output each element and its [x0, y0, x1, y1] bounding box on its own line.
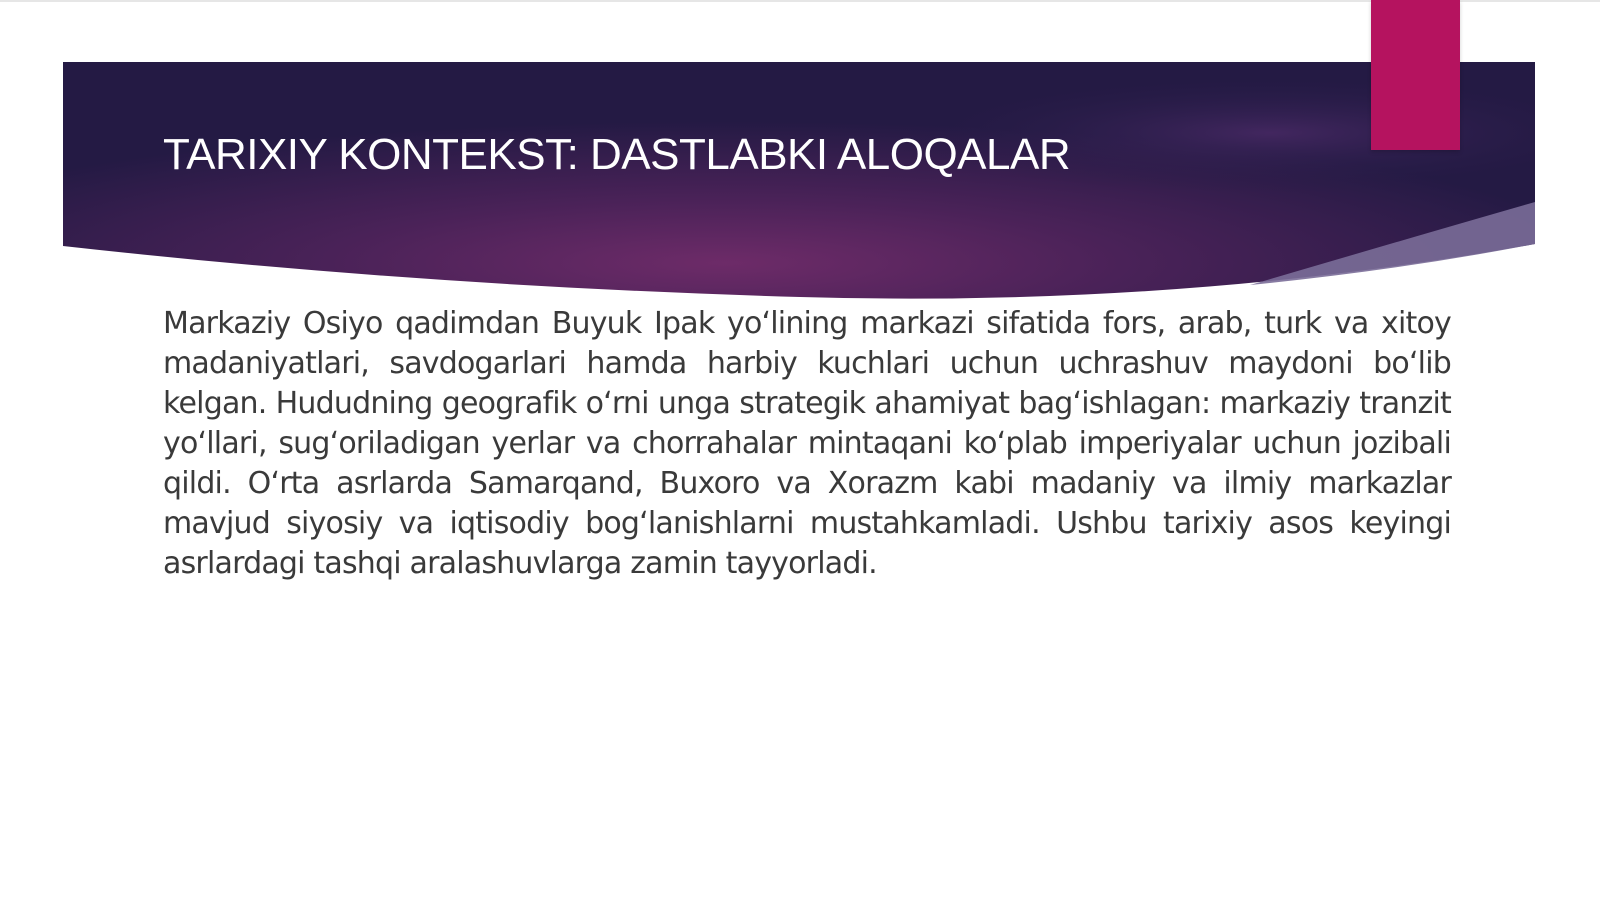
accent-tab: [1371, 0, 1460, 150]
slide-title: TARIXIY KONTEKST: DASTLABKI ALOQALAR: [163, 130, 1071, 179]
slide-body-text: Markaziy Osiyo qadimdan Buyuk Ipak yoʻlining markazi sifatida fors, arab, turk va xitoy madaniyatlari, savdogarlari hamda harbiy kuchlari uchun uchrashuv maydoni boʻlib kelgan. Hududning geografik oʻrni unga strategik ahamiyat bagʻishlagan: markaziy tranzit yoʻllari, sugʻoriladigan yerlar va chorrahalar mintaqani koʻplab imperiyalar uchun jozibali qildi. Oʻrta asrlarda Samarqand, Buxoro va Xorazm kabi madaniy va ilmiy markazlar mavjud siyosiy va iqtisodiy bogʻlanishlarni mustahkamladi. Ushbu tarixiy asos keyingi asrlardagi tashqi aralashuvlarga zamin tayyorladi.: [163, 306, 1451, 581]
